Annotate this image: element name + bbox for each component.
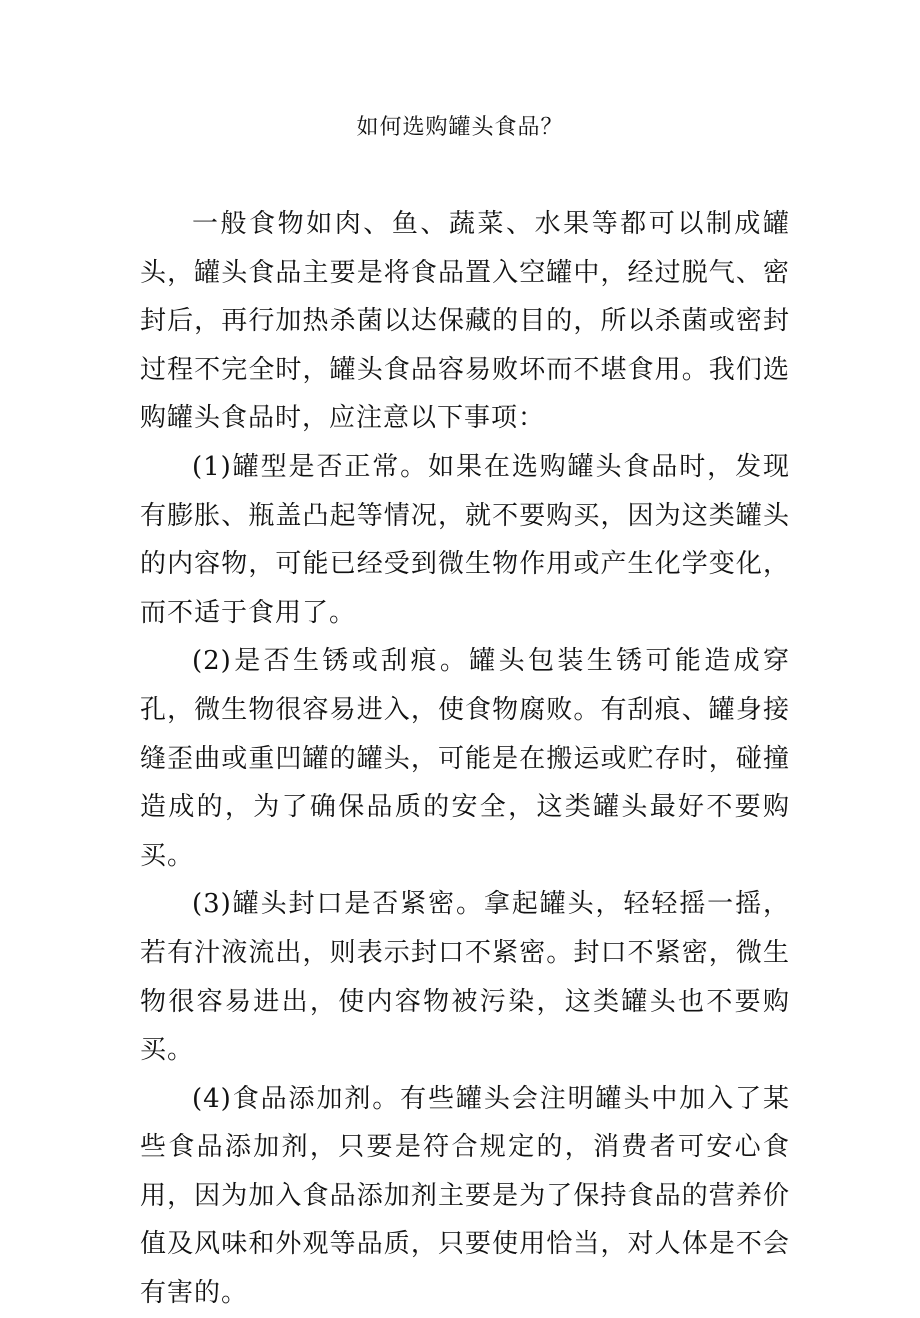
document-body [140, 200, 790, 1318]
paragraph-item-1: (1)罐型是否正常。如果在选购罐头食品时，发现有膨胀、瓶盖凸起等情况，就不要购买，因为这类罐头的内容物，可能已经受到微生物作用或产生化学变化，而不适于食用了。 [140, 451, 790, 628]
paragraph-item-4: (4)食品添加剂。有些罐头会注明罐头中加入了某些食品添加剂，只要是符合规定的，消费者可安心食用，因为加入食品添加剂主要是为了保持食品的营养价值及风味和外观等品质，只要使用恰当，对人体是不会有害的。 [140, 1083, 790, 1309]
paragraph-intro: 一般食物如肉、鱼、蔬菜、水果等都可以制成罐头，罐头食品主要是将食品置入空罐中，经过脱气、密封后，再行加热杀菌以达保藏的目的，所以杀菌或密封过程不完全时，罐头食品容易败坏而不堪食用。我们选购罐头食品时，应注意以下事项： [140, 209, 790, 434]
paragraph-item-3: (3)罐头封口是否紧密。拿起罐头，轻轻摇一摇，若有汁液流出，则表示封口不紧密。封口不紧密，微生物很容易进出，使内容物被污染，这类罐头也不要购买。 [140, 889, 790, 1066]
paragraph-item-2: (2)是否生锈或刮痕。罐头包装生锈可能造成穿孔，微生物很容易进入，使食物腐败。有刮痕、罐身接缝歪曲或重凹罐的罐头，可能是在搬运或贮存时，碰撞造成的，为了确保品质的安全，这类罐头最好不要购买。 [140, 646, 790, 871]
page-title: 如何选购罐头食品？ [356, 115, 564, 140]
